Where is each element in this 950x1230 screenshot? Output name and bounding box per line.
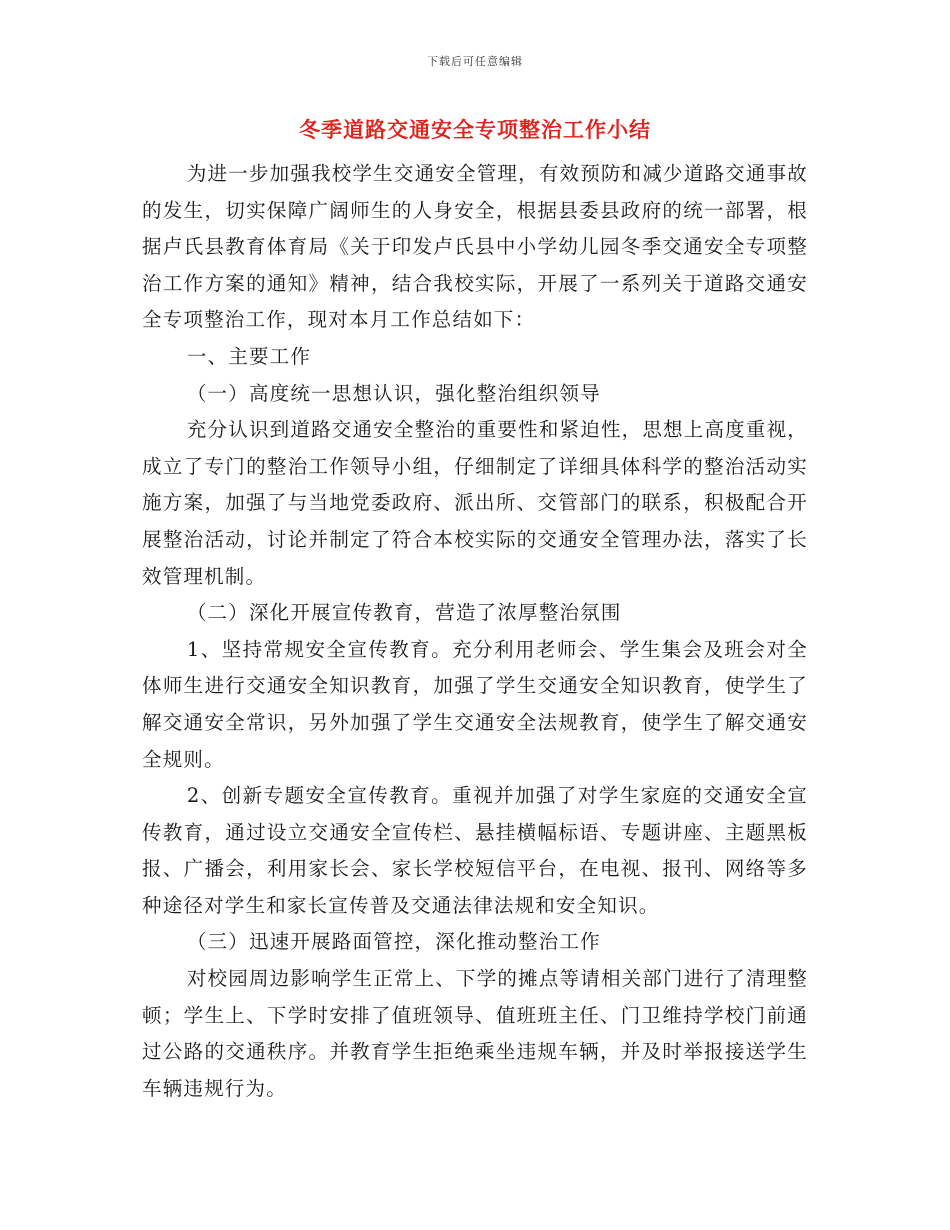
subsection-heading-2: （二）深化开展宣传教育，营造了浓厚整治氛围	[186, 601, 622, 625]
section-heading-main-work: 一、主要工作	[186, 344, 312, 368]
intro-paragraph: 为进一步加强我校学生交通安全管理，有效预防和减少道路交通事故的发生，切实保障广阔师生的人身安全，根据县委县政府的统一部署，根据卢氏县教育体育局《关于印发卢氏县中小学幼儿园冬季交通安全专项整治工作方案的通知》精神，结合我校实际，开展了一系列关于道路交通安全专项整治工作，现对本月工作总结如下：	[142, 162, 808, 332]
body-paragraph-3: 2、创新专题安全宣传教育。重视并加强了对学生家庭的交通安全宣传教育，通过设立交通安全宣传栏、悬挂横幅标语、专题讲座、主题黑板报、广播会，利用家长会、家长学校短信平台，在电视、报刊、网络等多种途径对学生和家长宣传普及交通法律法规和安全知识。	[142, 784, 808, 917]
subsection-heading-3: （三）迅速开展路面管控，深化推动整治工作	[186, 930, 601, 954]
document-body	[142, 156, 808, 1107]
body-paragraph-4: 对校园周边影响学生正常上、下学的摊点等请相关部门进行了清理整顿；学生上、下学时安排了值班领导、值班班主任、门卫维持学校门前通过公路的交通秩序。并教育学生拒绝乘坐违规车辆，并及时举报接送学生车辆违规行为。	[142, 967, 808, 1100]
header-note: 下载后可任意编辑	[427, 55, 523, 68]
body-paragraph-2: 1、坚持常规安全宣传教育。充分利用老师会、学生集会及班会对全体师生进行交通安全知识教育，加强了学生交通安全知识教育，使学生了解交通安全常识，另外加强了学生交通安全法规教育，使学生了解交通安全规则。	[142, 637, 808, 771]
subsection-heading-1: （一）高度统一思想认识，强化整治组织领导	[186, 381, 601, 405]
document-title: 冬季道路交通安全专项整治工作小结	[299, 118, 651, 142]
body-paragraph-1: 充分认识到道路交通安全整治的重要性和紧迫性，思想上高度重视，成立了专门的整治工作领导小组，仔细制定了详细具体科学的整治活动实施方案，加强了与当地党委政府、派出所、交管部门的联系，积极配合开展整治活动，讨论并制定了符合本校实际的交通安全管理办法，落实了长效管理机制。	[142, 418, 808, 588]
